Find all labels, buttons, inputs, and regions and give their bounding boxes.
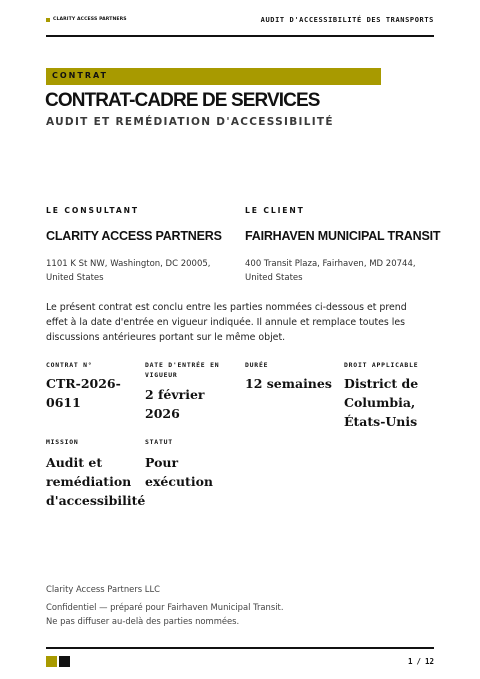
mission-label: MISSION — [46, 438, 79, 446]
document-category: AUDIT D'ACCESSIBILITÉ DES TRANSPORTS — [260, 16, 434, 24]
page-number — [408, 657, 434, 666]
page-separator: / — [416, 657, 421, 666]
governing-law-value: District de Columbia, États-Unis — [344, 376, 419, 429]
governing-law-label: DROIT APPLICABLE — [344, 361, 419, 369]
effective-date-label: DATE D'ENTRÉE EN VIGUEUR — [145, 361, 220, 379]
footer-divider — [46, 647, 434, 649]
document-title: CONTRAT-CADRE DE SERVICES — [45, 90, 320, 111]
footer-dark-square — [59, 656, 70, 667]
brand-logo-mark — [46, 18, 50, 22]
document-subtitle: AUDIT ET REMÉDIATION D'ACCESSIBILITÉ — [46, 116, 334, 128]
status-label: STATUT — [145, 438, 173, 446]
duration-value: 12 semaines — [245, 376, 332, 391]
footer-accent-square — [46, 656, 57, 667]
brand — [46, 17, 127, 22]
document-kind-banner — [46, 68, 381, 85]
mission-value: Audit et remédiation d'accessibilité — [46, 455, 146, 508]
page-current: 1 — [407, 657, 413, 666]
consultant-address: 1101 K St NW, Washington, DC 20005, United States — [46, 259, 211, 283]
client-heading: LE CLIENT — [245, 206, 305, 215]
effective-date-value: 2 février 2026 — [145, 387, 205, 421]
brand-name: CLARITY ACCESS PARTNERS — [53, 17, 127, 22]
footer-company: Clarity Access Partners LLC — [46, 584, 160, 594]
page-header — [46, 14, 434, 37]
contract-number-value: CTR-2026-0611 — [46, 376, 121, 410]
client-address: 400 Transit Plaza, Fairhaven, MD 20744, United States — [245, 259, 416, 283]
contract-number-label: CONTRAT N° — [46, 361, 93, 369]
duration-label: DURÉE — [245, 361, 269, 369]
document-kind-label: CONTRAT — [52, 71, 109, 80]
page-total: 12 — [424, 657, 434, 666]
status-value: Pour exécution — [145, 455, 214, 489]
intro-paragraph: Le présent contrat est conclu entre les parties nommées ci-dessous et prend effet à la date d'entrée en vigueur indiquée. Il annule et remplace toutes les discussions antérieures portant sur le même objet. — [46, 302, 407, 343]
consultant-name: CLARITY ACCESS PARTNERS — [46, 229, 222, 243]
client-name: FAIRHAVEN MUNICIPAL TRANSIT — [245, 229, 441, 243]
consultant-heading: LE CONSULTANT — [46, 206, 139, 215]
confidentiality-note: Confidentiel — préparé pour Fairhaven Municipal Transit. Ne pas diffuser au-delà des parties nommées. — [46, 602, 284, 626]
